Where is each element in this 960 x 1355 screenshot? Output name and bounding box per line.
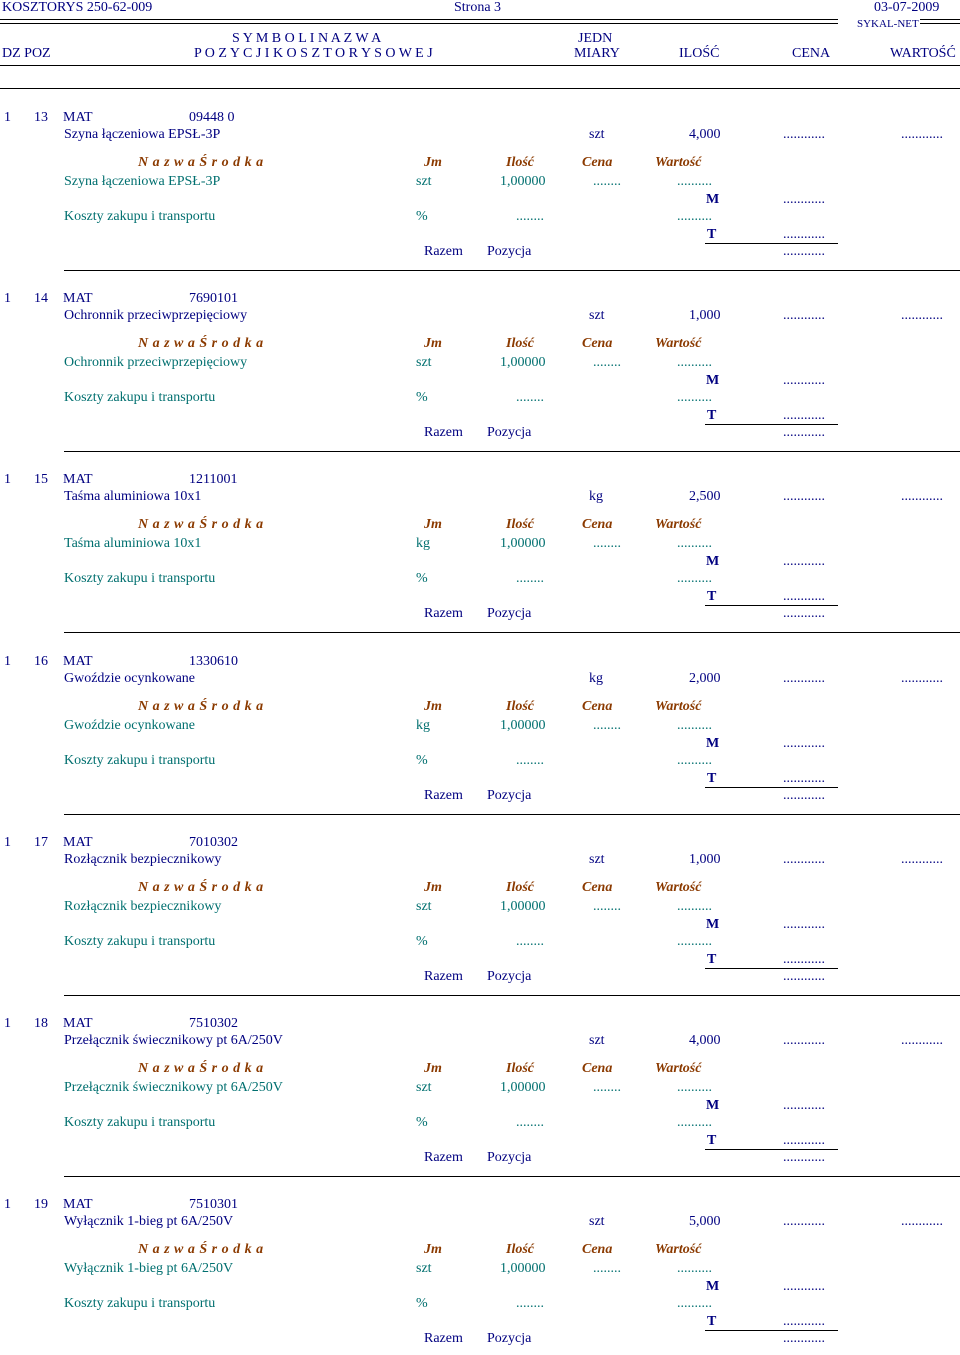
pozycja-label: Pozycja [487, 606, 532, 621]
resource-header-ilosc: Ilość [506, 1242, 534, 1257]
resource-unit: szt [416, 1080, 432, 1095]
item-type: MAT [63, 472, 93, 487]
item-separator [64, 270, 960, 271]
transport-rate-placeholder: ........ [516, 1115, 544, 1130]
column-cena: CENA [792, 46, 831, 61]
resource-unit: szt [416, 355, 432, 370]
resource-header-name: N a z w a Ś r o d k a [138, 1061, 264, 1076]
item-quantity: 1,000 [689, 852, 721, 867]
resource-header-ilosc: Ilość [506, 880, 534, 895]
transport-total-label: T [707, 589, 717, 604]
resource-header-wartosc: Wartość [655, 699, 702, 714]
resource-quantity: 1,00000 [500, 174, 546, 189]
materials-label: M [706, 1098, 720, 1113]
item-price-placeholder: ............ [783, 308, 825, 323]
transport-value-placeholder: .......... [677, 390, 712, 405]
transport-total-label: T [707, 771, 717, 786]
item-price-placeholder: ............ [783, 127, 825, 142]
item-value-placeholder: ............ [901, 1214, 943, 1229]
position-total-value: ............ [783, 969, 825, 984]
item-value-placeholder: ............ [901, 308, 943, 323]
item-quantity: 4,000 [689, 1033, 721, 1048]
item-poz: 16 [34, 654, 48, 669]
resource-unit: szt [416, 1261, 432, 1276]
item-poz: 14 [34, 291, 48, 306]
materials-label: M [706, 736, 720, 751]
transport-percent: % [416, 1296, 428, 1311]
item-dz: 1 [4, 110, 11, 125]
transport-value-placeholder: .......... [677, 571, 712, 586]
resource-value-placeholder: .......... [677, 1080, 712, 1095]
item-unit: szt [589, 308, 605, 323]
header-bottom-rule [0, 65, 960, 66]
item-value-placeholder: ............ [901, 127, 943, 142]
resource-name: Wyłącznik 1-bieg pt 6A/250V [64, 1261, 234, 1276]
item-quantity: 2,500 [689, 489, 721, 504]
pozycja-label: Pozycja [487, 244, 532, 259]
transport-value-placeholder: .......... [677, 1296, 712, 1311]
item-name: Rozłącznik bezpiecznikowy [64, 852, 222, 867]
transport-percent: % [416, 209, 428, 224]
resource-price-placeholder: ........ [593, 355, 621, 370]
resource-header-cena: Cena [582, 336, 613, 351]
item-dz: 1 [4, 472, 11, 487]
resource-header-name: N a z w a Ś r o d k a [138, 336, 264, 351]
item-poz: 15 [34, 472, 48, 487]
transport-total-value: ............ [783, 589, 825, 604]
resource-header-name: N a z w a Ś r o d k a [138, 155, 264, 170]
item-name: Ochronnik przeciwprzepięciowy [64, 308, 248, 323]
resource-name: Taśma aluminiowa 10x1 [64, 536, 202, 551]
materials-value: ............ [783, 373, 825, 388]
materials-value: ............ [783, 1279, 825, 1294]
resource-unit: szt [416, 174, 432, 189]
item-quantity: 2,000 [689, 671, 721, 686]
resource-header-jm: Jm [424, 699, 442, 714]
transport-total-value: ............ [783, 1133, 825, 1148]
resource-header-wartosc: Wartość [655, 880, 702, 895]
item-unit: kg [589, 671, 603, 686]
resource-header-name: N a z w a Ś r o d k a [138, 880, 264, 895]
resource-header-cena: Cena [582, 1061, 613, 1076]
pozycja-label: Pozycja [487, 1331, 532, 1346]
transport-total-value: ............ [783, 1314, 825, 1329]
resource-header-wartosc: Wartość [655, 517, 702, 532]
software-name: SYKAL-NET [857, 18, 919, 30]
item-type: MAT [63, 110, 93, 125]
resource-header-name: N a z w a Ś r o d k a [138, 1242, 264, 1257]
item-unit: kg [589, 489, 603, 504]
resource-value-placeholder: .......... [677, 718, 712, 733]
materials-label: M [706, 192, 720, 207]
item-type: MAT [63, 835, 93, 850]
resource-unit: kg [416, 536, 430, 551]
item-separator [64, 1176, 960, 1177]
resource-header-ilosc: Ilość [506, 155, 534, 170]
transport-value-placeholder: .......... [677, 209, 712, 224]
pozycja-label: Pozycja [487, 788, 532, 803]
transport-rate-placeholder: ........ [516, 1296, 544, 1311]
item-code: 1211001 [189, 472, 238, 487]
page-number: Strona 3 [454, 0, 502, 15]
resource-price-placeholder: ........ [593, 1080, 621, 1095]
item-code: 09448 0 [189, 110, 235, 125]
pozycja-label: Pozycja [487, 969, 532, 984]
item-value-placeholder: ............ [901, 489, 943, 504]
item-quantity: 4,000 [689, 127, 721, 142]
resource-header-jm: Jm [424, 517, 442, 532]
transport-value-placeholder: .......... [677, 934, 712, 949]
pozycja-label: Pozycja [487, 1150, 532, 1165]
resource-header-cena: Cena [582, 155, 613, 170]
resource-name: Gwoździe ocynkowane [64, 718, 196, 733]
column-wartosc: WARTOŚĆ [890, 46, 956, 61]
resource-value-placeholder: .......... [677, 899, 712, 914]
resource-header-jm: Jm [424, 336, 442, 351]
position-total-value: ............ [783, 1150, 825, 1165]
materials-label: M [706, 554, 720, 569]
resource-header-cena: Cena [582, 517, 613, 532]
resource-quantity: 1,00000 [500, 899, 546, 914]
razem-label: Razem [424, 1331, 463, 1346]
resource-quantity: 1,00000 [500, 1080, 546, 1095]
column-miary: MIARY [574, 46, 620, 61]
transport-total-label: T [707, 1314, 717, 1329]
resource-quantity: 1,00000 [500, 1261, 546, 1276]
item-poz: 13 [34, 110, 48, 125]
transport-costs-label: Koszty zakupu i transportu [64, 209, 216, 224]
position-total-value: ............ [783, 1331, 825, 1346]
resource-value-placeholder: .......... [677, 1261, 712, 1276]
transport-total-label: T [707, 952, 717, 967]
transport-percent: % [416, 571, 428, 586]
transport-total-value: ............ [783, 771, 825, 786]
resource-quantity: 1,00000 [500, 355, 546, 370]
item-type: MAT [63, 1197, 93, 1212]
item-type: MAT [63, 654, 93, 669]
item-name: Przełącznik świecznikowy pt 6A/250V [64, 1033, 283, 1048]
resource-header-wartosc: Wartość [655, 336, 702, 351]
resource-price-placeholder: ........ [593, 899, 621, 914]
item-name: Gwoździe ocynkowane [64, 671, 196, 686]
resource-unit: szt [416, 899, 432, 914]
resource-value-placeholder: .......... [677, 355, 712, 370]
transport-total-label: T [707, 408, 717, 423]
item-dz: 1 [4, 1016, 11, 1031]
resource-name: Szyna łączeniowa EPSŁ-3P [64, 174, 221, 189]
item-name: Taśma aluminiowa 10x1 [64, 489, 202, 504]
item-code: 7010302 [189, 835, 238, 850]
resource-header-name: N a z w a Ś r o d k a [138, 517, 264, 532]
item-separator [64, 632, 960, 633]
item-price-placeholder: ............ [783, 852, 825, 867]
item-value-placeholder: ............ [901, 852, 943, 867]
resource-header-ilosc: Ilość [506, 517, 534, 532]
header-rule [0, 19, 838, 24]
item-separator [64, 451, 960, 452]
column-pozycji: P O Z Y C J I K O S Z T O R Y S O W E J [194, 46, 433, 61]
item-name: Wyłącznik 1-bieg pt 6A/250V [64, 1214, 234, 1229]
item-value-placeholder: ............ [901, 1033, 943, 1048]
transport-rate-placeholder: ........ [516, 934, 544, 949]
resource-name: Przełącznik świecznikowy pt 6A/250V [64, 1080, 283, 1095]
transport-total-value: ............ [783, 227, 825, 242]
column-ilosc: ILOŚĆ [679, 46, 720, 61]
materials-label: M [706, 1279, 720, 1294]
column-jedn: JEDN [578, 31, 613, 46]
item-quantity: 5,000 [689, 1214, 721, 1229]
item-unit: szt [589, 852, 605, 867]
item-quantity: 1,000 [689, 308, 721, 323]
item-name: Szyna łączeniowa EPSŁ-3P [64, 127, 221, 142]
item-poz: 19 [34, 1197, 48, 1212]
item-separator [64, 995, 960, 996]
position-total-value: ............ [783, 244, 825, 259]
transport-total-label: T [707, 1133, 717, 1148]
transport-total-value: ............ [783, 408, 825, 423]
transport-costs-label: Koszty zakupu i transportu [64, 753, 216, 768]
transport-percent: % [416, 390, 428, 405]
resource-header-ilosc: Ilość [506, 699, 534, 714]
transport-total-label: T [707, 227, 717, 242]
item-unit: szt [589, 127, 605, 142]
column-symbol-nazwa: S Y M B O L I N A Z W A [232, 31, 382, 46]
transport-rate-placeholder: ........ [516, 571, 544, 586]
resource-header-name: N a z w a Ś r o d k a [138, 699, 264, 714]
transport-costs-label: Koszty zakupu i transportu [64, 571, 216, 586]
resource-header-cena: Cena [582, 1242, 613, 1257]
transport-value-placeholder: .......... [677, 1115, 712, 1130]
transport-costs-label: Koszty zakupu i transportu [64, 1115, 216, 1130]
item-code: 7510302 [189, 1016, 238, 1031]
materials-value: ............ [783, 917, 825, 932]
transport-rate-placeholder: ........ [516, 390, 544, 405]
transport-percent: % [416, 1115, 428, 1130]
item-dz: 1 [4, 1197, 11, 1212]
item-type: MAT [63, 1016, 93, 1031]
transport-percent: % [416, 753, 428, 768]
resource-quantity: 1,00000 [500, 718, 546, 733]
resource-price-placeholder: ........ [593, 174, 621, 189]
resource-header-wartosc: Wartość [655, 1061, 702, 1076]
item-dz: 1 [4, 835, 11, 850]
header-bottom-rule-2 [0, 88, 960, 89]
resource-unit: kg [416, 718, 430, 733]
resource-header-ilosc: Ilość [506, 336, 534, 351]
materials-label: M [706, 373, 720, 388]
resource-quantity: 1,00000 [500, 536, 546, 551]
materials-value: ............ [783, 1098, 825, 1113]
materials-label: M [706, 917, 720, 932]
razem-label: Razem [424, 244, 463, 259]
item-separator [64, 814, 960, 815]
transport-percent: % [416, 934, 428, 949]
transport-costs-label: Koszty zakupu i transportu [64, 1296, 216, 1311]
materials-value: ............ [783, 554, 825, 569]
resource-header-wartosc: Wartość [655, 155, 702, 170]
item-price-placeholder: ............ [783, 1033, 825, 1048]
item-unit: szt [589, 1214, 605, 1229]
transport-costs-label: Koszty zakupu i transportu [64, 934, 216, 949]
razem-label: Razem [424, 1150, 463, 1165]
position-total-value: ............ [783, 425, 825, 440]
razem-label: Razem [424, 425, 463, 440]
resource-header-jm: Jm [424, 1061, 442, 1076]
resource-header-cena: Cena [582, 880, 613, 895]
resource-name: Ochronnik przeciwprzepięciowy [64, 355, 248, 370]
document-date: 03-07-2009 [874, 0, 940, 15]
materials-value: ............ [783, 736, 825, 751]
position-total-value: ............ [783, 788, 825, 803]
item-poz: 18 [34, 1016, 48, 1031]
item-poz: 17 [34, 835, 48, 850]
transport-value-placeholder: .......... [677, 753, 712, 768]
resource-value-placeholder: .......... [677, 536, 712, 551]
position-total-value: ............ [783, 606, 825, 621]
item-value-placeholder: ............ [901, 671, 943, 686]
pozycja-label: Pozycja [487, 425, 532, 440]
resource-value-placeholder: .......... [677, 174, 712, 189]
item-price-placeholder: ............ [783, 489, 825, 504]
resource-name: Rozłącznik bezpiecznikowy [64, 899, 222, 914]
resource-header-jm: Jm [424, 155, 442, 170]
item-unit: szt [589, 1033, 605, 1048]
resource-header-wartosc: Wartość [655, 1242, 702, 1257]
resource-price-placeholder: ........ [593, 1261, 621, 1276]
transport-costs-label: Koszty zakupu i transportu [64, 390, 216, 405]
transport-rate-placeholder: ........ [516, 209, 544, 224]
item-dz: 1 [4, 654, 11, 669]
resource-header-jm: Jm [424, 880, 442, 895]
razem-label: Razem [424, 606, 463, 621]
item-code: 7510301 [189, 1197, 238, 1212]
razem-label: Razem [424, 788, 463, 803]
resource-header-jm: Jm [424, 1242, 442, 1257]
item-dz: 1 [4, 291, 11, 306]
transport-total-value: ............ [783, 952, 825, 967]
resource-price-placeholder: ........ [593, 536, 621, 551]
razem-label: Razem [424, 969, 463, 984]
column-dz-poz: DZ POZ [2, 46, 51, 61]
materials-value: ............ [783, 192, 825, 207]
item-price-placeholder: ............ [783, 671, 825, 686]
resource-header-cena: Cena [582, 699, 613, 714]
item-price-placeholder: ............ [783, 1214, 825, 1229]
transport-rate-placeholder: ........ [516, 753, 544, 768]
document-title: KOSZTORYS 250-62-009 [2, 0, 153, 15]
item-type: MAT [63, 291, 93, 306]
resource-header-ilosc: Ilość [506, 1061, 534, 1076]
resource-price-placeholder: ........ [593, 718, 621, 733]
header-rule-right [920, 19, 960, 24]
item-code: 7690101 [189, 291, 238, 306]
item-code: 1330610 [189, 654, 238, 669]
